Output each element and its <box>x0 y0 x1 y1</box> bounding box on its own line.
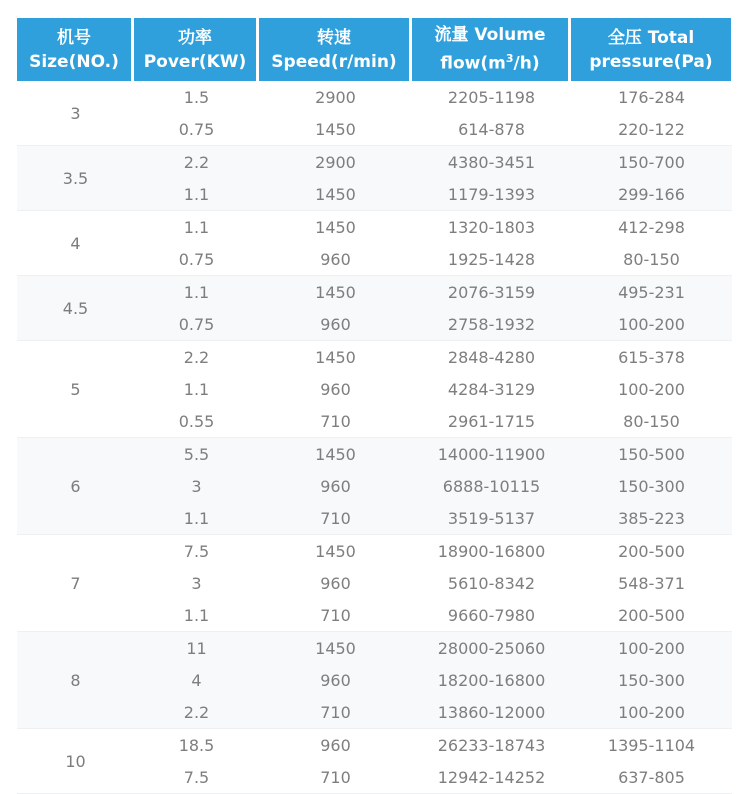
speed-cell: 960 <box>320 476 351 496</box>
size-group <box>17 729 732 794</box>
speed-cell: 1450 <box>315 541 356 561</box>
speed-cell: 960 <box>320 249 351 269</box>
power-cell: 2.2 <box>183 152 210 172</box>
size-cell: 3.5 <box>62 168 89 188</box>
speed-cell: 710 <box>320 767 351 787</box>
power-cell: 3 <box>191 573 202 593</box>
power-cell: 0.75 <box>178 249 215 269</box>
flow-cell: 2205-1198 <box>447 87 536 107</box>
speed-cell: 960 <box>320 379 351 399</box>
table-body <box>17 81 732 794</box>
power-cell: 5.5 <box>183 444 210 464</box>
power-cell: 1.1 <box>183 282 210 302</box>
speed-cell: 1450 <box>315 638 356 658</box>
table-row <box>134 535 732 567</box>
size-group <box>17 146 732 211</box>
header-flow-cn: 流量 Volume <box>434 25 546 46</box>
header-power <box>134 18 256 81</box>
header-power-en: Pover(KW) <box>143 51 247 72</box>
table-row <box>134 729 732 761</box>
header-flow <box>412 18 568 81</box>
power-cell: 2.2 <box>183 702 210 722</box>
pressure-cell: 1395-1104 <box>607 735 696 755</box>
flow-cell: 13860-12000 <box>437 702 546 722</box>
header-pressure-cn: 全压 Total <box>607 27 695 48</box>
header-flow-en <box>412 47 568 76</box>
flow-cell: 4380-3451 <box>447 152 536 172</box>
pressure-cell: 150-700 <box>618 152 685 172</box>
size-cell: 3 <box>70 103 81 123</box>
power-cell: 1.1 <box>183 217 210 237</box>
power-cell: 0.75 <box>178 314 215 334</box>
pressure-cell: 176-284 <box>618 87 685 107</box>
speed-cell: 1450 <box>315 444 356 464</box>
power-cell: 0.55 <box>178 411 215 431</box>
table-row <box>134 341 732 373</box>
table-header <box>17 18 732 81</box>
flow-cell: 614-878 <box>458 119 525 139</box>
table-row <box>134 373 732 405</box>
power-cell: 2.2 <box>183 347 210 367</box>
pressure-cell: 150-500 <box>618 444 685 464</box>
speed-cell: 960 <box>320 573 351 593</box>
flow-cell: 2848-4280 <box>447 347 536 367</box>
size-group <box>17 81 732 146</box>
flow-cell: 14000-11900 <box>437 444 546 464</box>
table-row <box>134 243 732 275</box>
power-cell: 0.75 <box>178 119 215 139</box>
power-cell: 4 <box>191 670 202 690</box>
flow-cell: 6888-10115 <box>442 476 541 496</box>
flow-cell: 18900-16800 <box>437 541 546 561</box>
size-group <box>17 211 732 276</box>
pressure-cell: 100-200 <box>618 379 685 399</box>
table-row <box>134 696 732 728</box>
power-cell: 1.1 <box>183 379 210 399</box>
speed-cell: 710 <box>320 411 351 431</box>
pressure-cell: 548-371 <box>618 573 685 593</box>
pressure-cell: 100-200 <box>618 702 685 722</box>
speed-cell: 2900 <box>315 87 356 107</box>
pressure-cell: 150-300 <box>618 476 685 496</box>
power-cell: 7.5 <box>183 767 210 787</box>
speed-cell: 1450 <box>315 184 356 204</box>
speed-cell: 960 <box>320 314 351 334</box>
size-cell: 6 <box>70 476 81 496</box>
table-row <box>134 113 732 145</box>
flow-cell: 28000-25060 <box>437 638 546 658</box>
flow-cell: 2961-1715 <box>447 411 536 431</box>
header-size-en: Size(NO.) <box>29 51 119 72</box>
speed-cell: 710 <box>320 605 351 625</box>
table-row <box>134 470 732 502</box>
table-row <box>134 502 732 534</box>
header-speed <box>259 18 409 81</box>
table-row <box>134 599 732 631</box>
speed-cell: 710 <box>320 508 351 528</box>
header-flow-en-b: /h) <box>513 53 540 74</box>
table-row <box>134 146 732 178</box>
size-cell: 8 <box>70 670 81 690</box>
flow-cell: 3519-5137 <box>447 508 536 528</box>
flow-cell: 1179-1393 <box>447 184 536 204</box>
table-row <box>134 438 732 470</box>
header-flow-en-a: flow(m <box>440 53 506 74</box>
table-row <box>134 308 732 340</box>
table-row <box>134 761 732 793</box>
power-cell: 7.5 <box>183 541 210 561</box>
pressure-cell: 80-150 <box>623 249 680 269</box>
speed-cell: 1450 <box>315 282 356 302</box>
size-group <box>17 632 732 729</box>
pressure-cell: 299-166 <box>618 184 685 204</box>
header-size-cn: 机号 <box>57 27 91 48</box>
power-cell: 1.1 <box>183 605 210 625</box>
flow-cell: 5610-8342 <box>447 573 536 593</box>
power-cell: 3 <box>191 476 202 496</box>
header-speed-cn: 转速 <box>317 27 351 48</box>
pressure-cell: 80-150 <box>623 411 680 431</box>
table-row <box>134 81 732 113</box>
pressure-cell: 412-298 <box>618 217 685 237</box>
flow-cell: 2758-1932 <box>447 314 536 334</box>
speed-cell: 960 <box>320 735 351 755</box>
speed-cell: 1450 <box>315 119 356 139</box>
table-row <box>134 211 732 243</box>
flow-cell: 2076-3159 <box>447 282 536 302</box>
size-group <box>17 341 732 438</box>
flow-cell: 18200-16800 <box>437 670 546 690</box>
table-row <box>134 632 732 664</box>
size-group <box>17 276 732 341</box>
header-size <box>17 18 131 81</box>
size-group <box>17 438 732 535</box>
table-row <box>134 664 732 696</box>
header-pressure-en: pressure(Pa) <box>589 51 713 72</box>
power-cell: 18.5 <box>178 735 215 755</box>
header-flow-en-sup: 3 <box>505 52 514 66</box>
flow-cell: 26233-18743 <box>437 735 546 755</box>
flow-cell: 9660-7980 <box>447 605 536 625</box>
flow-cell: 12942-14252 <box>437 767 546 787</box>
speed-cell: 1450 <box>315 347 356 367</box>
header-speed-en: Speed(r/min) <box>271 51 397 72</box>
pressure-cell: 200-500 <box>618 605 685 625</box>
pressure-cell: 385-223 <box>618 508 685 528</box>
speed-cell: 1450 <box>315 217 356 237</box>
size-cell: 5 <box>70 379 81 399</box>
flow-cell: 4284-3129 <box>447 379 536 399</box>
power-cell: 1.5 <box>183 87 210 107</box>
flow-cell: 1320-1803 <box>447 217 536 237</box>
pressure-cell: 220-122 <box>618 119 685 139</box>
flow-cell: 1925-1428 <box>447 249 536 269</box>
pressure-cell: 150-300 <box>618 670 685 690</box>
size-group <box>17 535 732 632</box>
size-cell: 4 <box>70 233 81 253</box>
pressure-cell: 100-200 <box>618 314 685 334</box>
pressure-cell: 200-500 <box>618 541 685 561</box>
speed-cell: 710 <box>320 702 351 722</box>
speed-cell: 2900 <box>315 152 356 172</box>
table-row <box>134 405 732 437</box>
table-row <box>134 276 732 308</box>
pressure-cell: 637-805 <box>618 767 685 787</box>
size-cell: 10 <box>65 751 86 771</box>
pressure-cell: 615-378 <box>618 347 685 367</box>
header-power-cn: 功率 <box>178 27 212 48</box>
power-cell: 1.1 <box>183 508 210 528</box>
header-pressure <box>571 18 731 81</box>
table-row <box>134 567 732 599</box>
size-cell: 4.5 <box>62 298 89 318</box>
pressure-cell: 100-200 <box>618 638 685 658</box>
speed-cell: 960 <box>320 670 351 690</box>
table-row <box>134 178 732 210</box>
power-cell: 11 <box>186 638 207 658</box>
power-cell: 1.1 <box>183 184 210 204</box>
pressure-cell: 495-231 <box>618 282 685 302</box>
size-cell: 7 <box>70 573 81 593</box>
